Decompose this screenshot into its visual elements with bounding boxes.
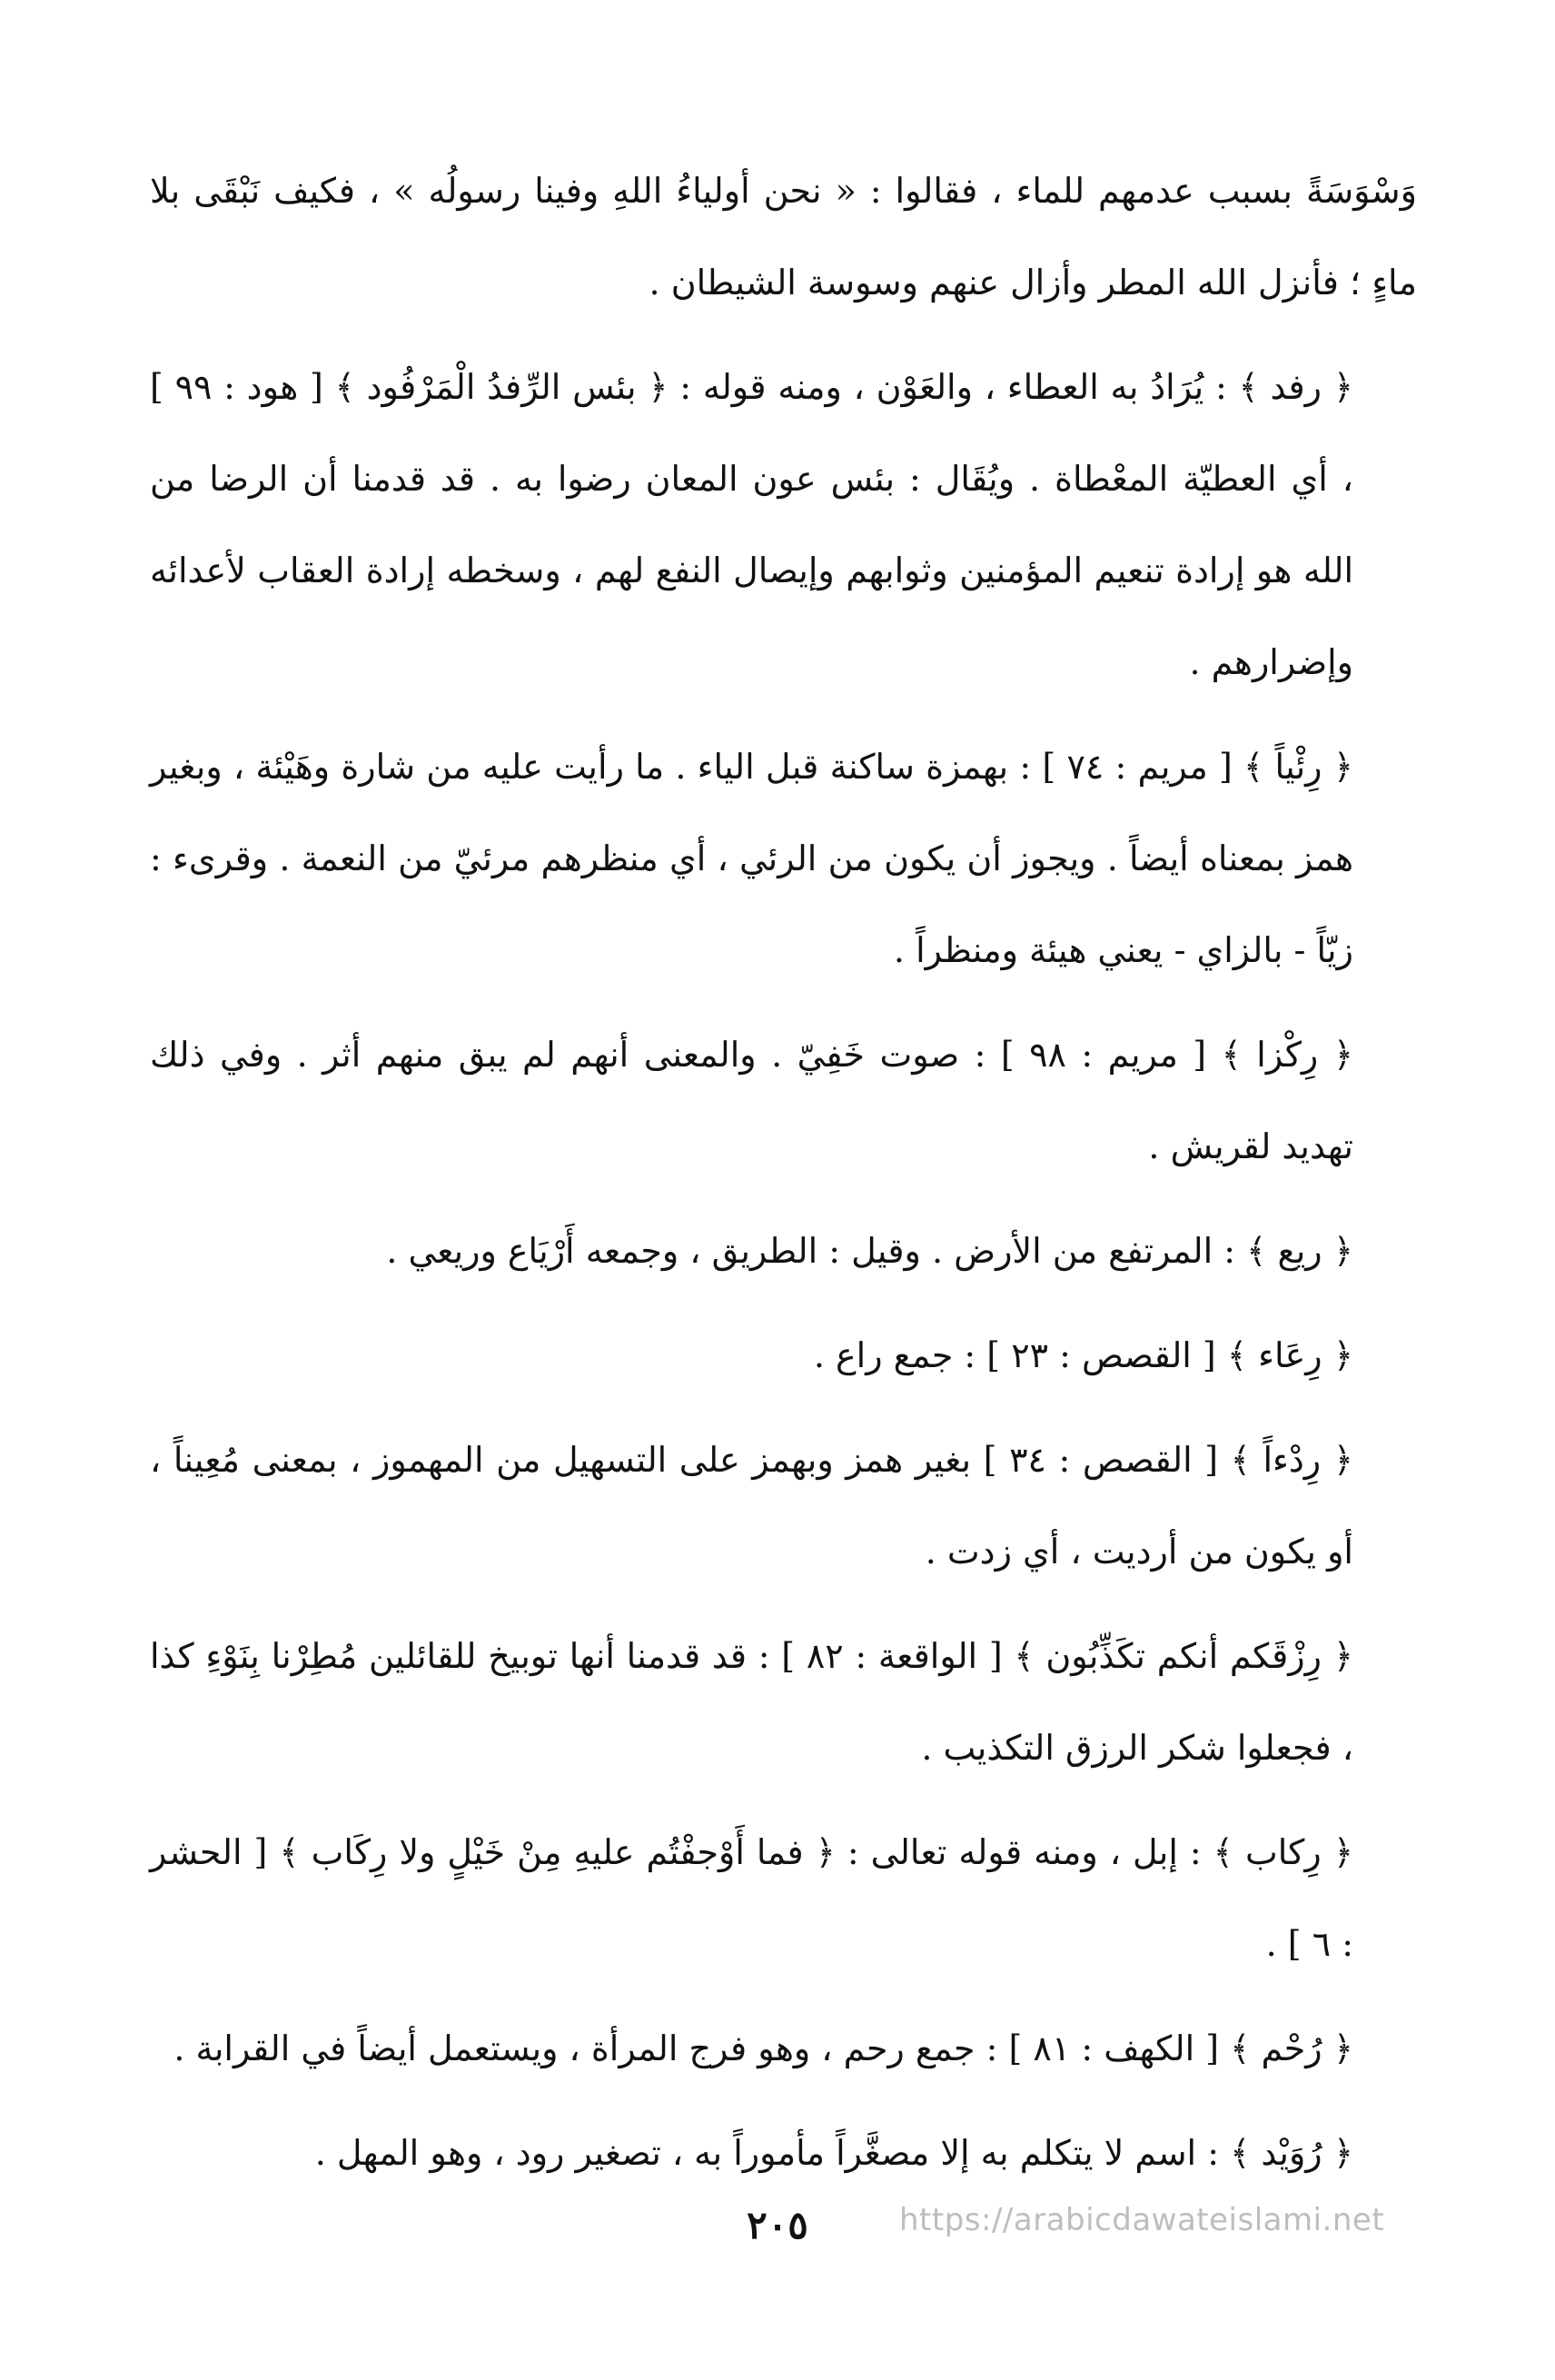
paragraph-8: ﴿ رِزْقَكم أنكم تكَذِّبُون ﴾ [ الواقعة : ٨٢ ] : قد قدمنا أنها توبيخ للقائلين مُطِرْنا بِنَوْءِ كذا ، فجعلوا شكر الرزق التكذيب .: [150, 1636, 1353, 1768]
paragraph-3: ﴿ رِئْياً ﴾ [ مريم : ٧٤ ] : بهمزة ساكنة قبل الياء . ما رأيت عليه من شارة وهَيْئة ، وبغير همز بمعناه أيضاً . ويجوز أن يكون من الرئي ، أي منظرهم مرئيّ من النعمة . وقرىء : زيّاً - بالزاي - يعني هيئة ومنظراً .: [150, 747, 1354, 970]
body-text: [150, 145, 1417, 2212]
paragraph-2: ﴿ رفد ﴾ : يُرَادُ به العطاء ، والعَوْن ، ومنه قوله : ﴿ بئس الرِّفدُ الْمَرْفُود ﴾ [ هود : ٩٩ ] ، أي العطيّة المعْطاة . ويُقَال : بئس عون المعان رضوا به . قد قدمنا أن الرضا من الله هو إرادة تنعيم المؤمنين وثوابهم وإيصال النفع لهم ، وسخطه إرادة العقاب لأعدائه وإضرارهم .: [150, 367, 1353, 682]
paragraph-5: ﴿ ريع ﴾ : المرتفع من الأرض . وقيل : الطريق ، وجمعه أَرْيَاع وريعي .: [386, 1231, 1353, 1271]
paragraph-6: ﴿ رِعَاء ﴾ [ القصص : ٢٣ ] : جمع راع .: [813, 1335, 1353, 1375]
paragraph-11: ﴿ رُوَيْد ﴾ : اسم لا يتكلم به إلا مصغَّراً مأموراً به ، تصغير رود ، وهو المهل .: [314, 2133, 1353, 2173]
paragraph-9: ﴿ رِكاب ﴾ : إبل ، ومنه قوله تعالى : ﴿ فما أَوْجفْتُم عليهِ مِنْ خَيْلٍ ولا رِكَاب ﴾ [ الحشر : ٦ ] .: [150, 1832, 1353, 1964]
paragraph-4: ﴿ رِكْزا ﴾ [ مريم : ٩٨ ] : صوت خَفِيّ . والمعنى أنهم لم يبق منهم أثر . وفي ذلك تهديد لقريش .: [150, 1035, 1353, 1166]
paragraph-7: ﴿ رِدْءاً ﴾ [ القصص : ٣٤ ] بغير همز وبهمز على التسهيل من المهموز ، بمعنى مُعِيناً ، أو يكون من أرديت ، أي زدت .: [150, 1440, 1353, 1572]
paragraph-1: وَسْوَسَةً بسبب عدمهم للماء ، فقالوا : « نحن أولياءُ اللهِ وفينا رسولُه » ، فكيف نَبْقَى بلا ماءٍ ؛ فأنزل الله المطر وأزال عنهم وسوسة الشيطان .: [150, 171, 1417, 302]
watermark-url: https://arabicdawateislami.net: [899, 2202, 1385, 2238]
paragraph-10: ﴿ رُحْم ﴾ [ الكهف : ٨١ ] : جمع رحم ، وهو فرج المرأة ، ويستعمل أيضاً في القرابة .: [173, 2028, 1353, 2068]
page-number: ٢٠٥: [747, 2203, 808, 2247]
